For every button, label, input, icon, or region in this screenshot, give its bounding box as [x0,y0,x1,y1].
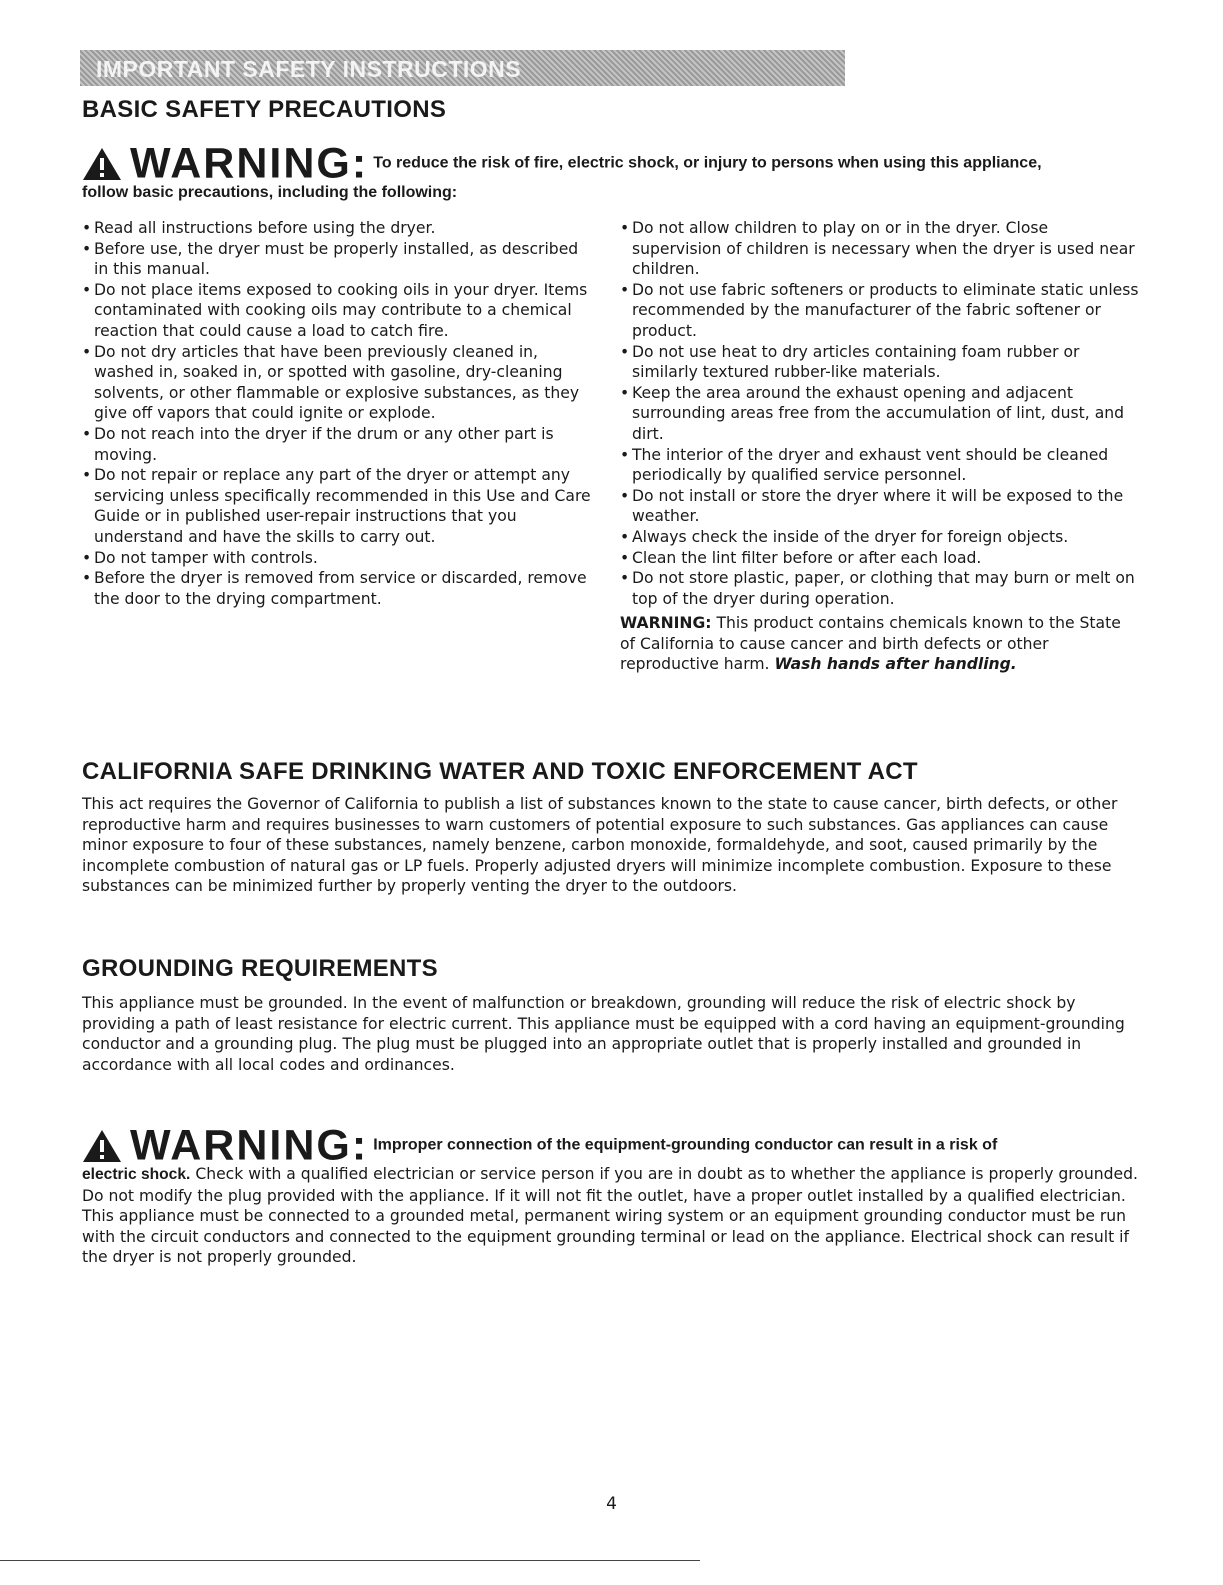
list-item: • Do not dry articles that have been previously cleaned in, washed in, soaked in, or spotted with gasoline, dry-cleaning solvents, or other flammable or explosive substances, as they give off vapors that could ignite or explode. [82,342,592,424]
list-item: • Do not use fabric softeners or products to eliminate static unless recommended by the manufacturer of the fabric softener or product. [620,280,1140,342]
list-item: • Do not tamper with controls. [82,548,592,569]
list-item: • Do not reach into the dryer if the drum or any other part is moving. [82,424,592,465]
precautions-right-column [620,218,1140,675]
list-item: • Read all instructions before using the dryer. [82,218,592,239]
note-label: WARNING: [620,614,712,633]
page-number: 4 [606,1494,617,1514]
grounding-paragraph: This appliance must be grounded. In the event of malfunction or breakdown, grounding will reduce the risk of electric shock by providing a path of least resistance for electric current. This appliance must be equipped with a cord having an equipment-grounding conductor and a grounding plug. The plug must be plugged into an appropriate outlet that is properly installed and grounded in accordance with all local codes and ordinances. [82,994,1125,1074]
warning-lead-text: To reduce the risk of fire, electric shock, or injury to persons when using this appliance, [373,154,1042,172]
warning-body-paragraph [82,1164,1142,1268]
section-title-grounding: GROUNDING REQUIREMENTS [82,955,438,982]
precautions-left-column [82,218,592,609]
list-item: • Before use, the dryer must be properly installed, as described in this manual. [82,239,592,280]
list-item: • Before the dryer is removed from service or discarded, remove the door to the drying compartment. [82,568,592,609]
california-warning-note [620,613,1140,675]
list-item: • Do not store plastic, paper, or clothing that may burn or melt on top of the dryer during operation. [620,568,1140,609]
list-item: • Keep the area around the exhaust opening and adjacent surrounding areas free from the accumulation of lint, dust, and dirt. [620,383,1140,445]
banner-text: IMPORTANT SAFETY INSTRUCTIONS [96,56,522,82]
section-title-california: CALIFORNIA SAFE DRINKING WATER AND TOXIC ENFORCEMENT ACT [82,758,918,785]
warning-sub-text: follow basic precautions, including the following: [82,184,458,201]
list-item: • Always check the inside of the dryer for foreign objects. [620,527,1140,548]
warning-word: WARNING: [130,139,369,188]
note-text: This product contains chemicals known to the State of California to cause cancer and birth defects or other reproductive harm. [620,614,1121,674]
warning-triangle-icon [82,1129,122,1163]
list-item: • Do not place items exposed to cooking oils in your dryer. Items contaminated with cooking oils may contribute to a chemical reaction that could cause a load to catch fire. [82,280,592,342]
warning-body-text: Check with a qualified electrician or service person if you are in doubt as to whether the appliance is properly grounded. Do not modify the plug provided with the appliance. If it will not fit the outlet, have a proper outlet installed by a qualified electrician. This appliance must be connected to a grounded metal, permanent wiring system or an equipment grounding conductor must be run with the circuit conductors and connected to the equipment grounding terminal or lead on the appliance. Electrical shock can result if the dryer is not properly grounded. [82,1165,1139,1267]
note-emphasis: Wash hands after handling. [774,655,1017,674]
list-item: • The interior of the dryer and exhaust vent should be cleaned periodically by qualified service personnel. [620,445,1140,486]
warning-block-2 [82,1120,1142,1268]
list-item: • Do not use heat to dry articles containing foam rubber or similarly textured rubber-like materials. [620,342,1140,383]
footer-rule [0,1560,700,1561]
california-paragraph: This act requires the Governor of California to publish a list of substances known to the state to cause cancer, birth defects, or other reproductive harm and requires businesses to warn customers of potential exposure to such substances. Gas appliances can cause minor exposure to four of these substances, namely benzene, carbon monoxide, formaldehyde, and soot, caused primarily by the incomplete combustion of natural gas or LP fuels. Properly adjusted dryers will minimize incomplete combustion. Exposure to these substances can be minimized further by properly venting the dryer to the outdoors. [82,795,1118,896]
list-item: • Do not install or store the dryer where it will be exposed to the weather. [620,486,1140,527]
list-item: • Do not repair or replace any part of the dryer or attempt any servicing unless specifically recommended in this Use and Care Guide or in published user-repair instructions that you understand and have the skills to carry out. [82,465,592,547]
warning-block-1 [82,138,1142,202]
section-banner [80,50,845,86]
list-item: • Clean the lint filter before or after each load. [620,548,1140,569]
warning-bold-cont: electric shock. [82,1166,191,1183]
section-title-basic-safety: BASIC SAFETY PRECAUTIONS [82,96,447,123]
warning-lead-text: Improper connection of the equipment-grounding conductor can result in a risk of [373,1136,998,1154]
list-item: • Do not allow children to play on or in the dryer. Close supervision of children is necessary when the dryer is used near children. [620,218,1140,280]
warning-word: WARNING: [130,1121,369,1170]
warning-triangle-icon [82,147,122,181]
